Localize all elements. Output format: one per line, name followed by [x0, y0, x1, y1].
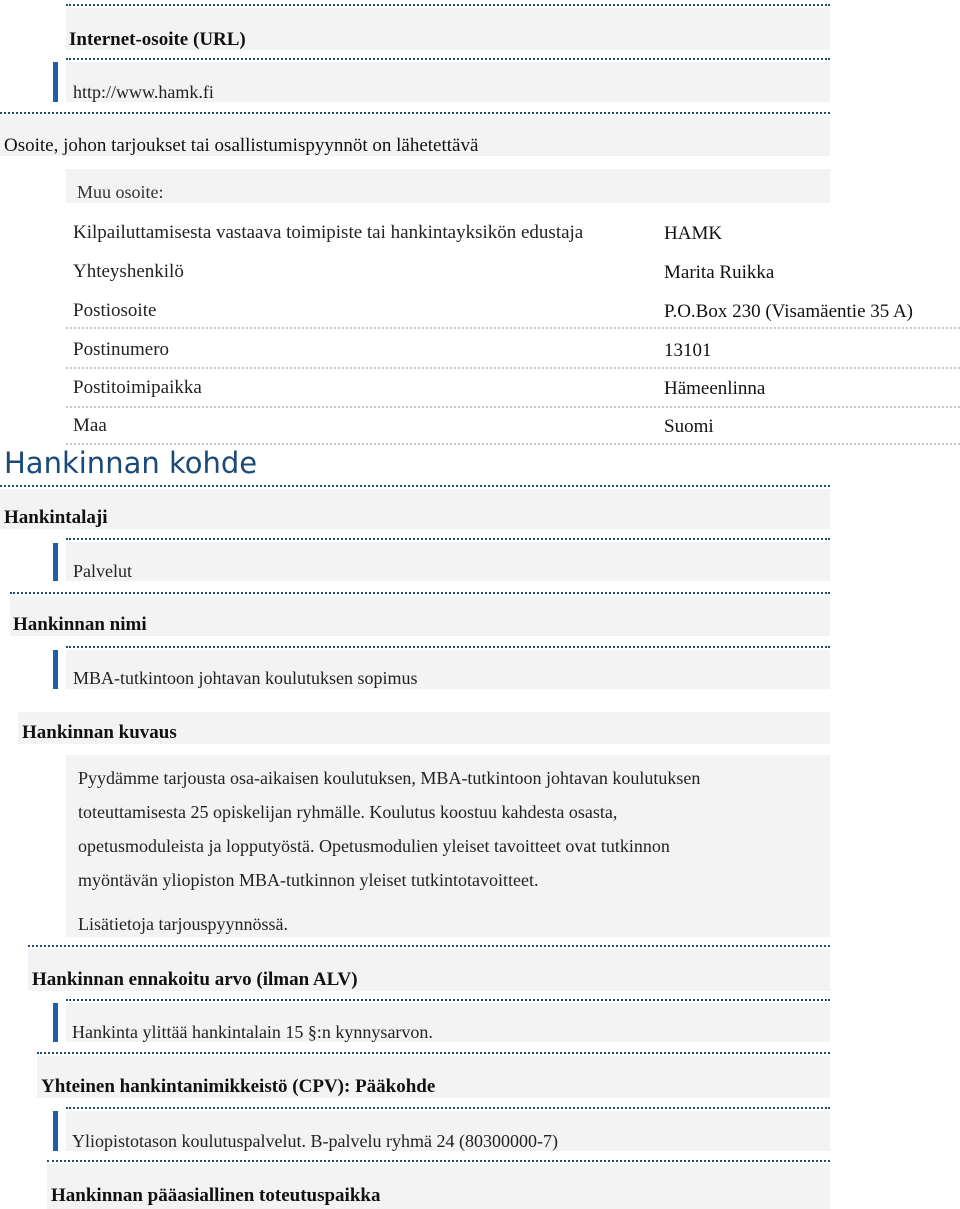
postal-address-value: P.O.Box 230 (Visamäentie 35 A)	[664, 301, 914, 322]
accent-bar	[53, 650, 58, 689]
country-value: Suomi	[664, 416, 714, 437]
type-value: Palvelut	[73, 561, 132, 581]
post-office-value: Hämeenlinna	[664, 378, 766, 399]
subject-title: Hankinnan kohde	[4, 446, 258, 480]
place-heading-box	[47, 1164, 830, 1209]
description-box	[66, 755, 830, 937]
contact-person-value: Marita Ruikka	[664, 262, 775, 283]
name-heading-box	[10, 596, 830, 636]
divider	[66, 443, 960, 445]
divider	[0, 112, 830, 114]
url-link[interactable]: http://www.hamk.fi	[73, 82, 214, 102]
value-text: Hankinta ylittää hankintalain 15 §:n kynnysarvon.	[72, 1022, 433, 1042]
name-value: MBA-tutkintoon johtavan koulutuksen sopimus	[73, 668, 418, 688]
value-heading-box	[28, 949, 830, 991]
divider	[66, 367, 960, 369]
contact-unit-value: HAMK	[664, 223, 723, 244]
cpv-heading-box	[37, 1056, 830, 1098]
other-address-box	[66, 169, 830, 203]
divider	[37, 1052, 830, 1054]
divider	[0, 485, 830, 487]
contact-person-label: Yhteyshenkilö	[73, 261, 184, 282]
other-address-label: Muu osoite:	[77, 182, 164, 202]
address-heading-box	[0, 116, 830, 156]
postal-code-label: Postinumero	[73, 339, 170, 360]
address-heading: Osoite, johon tarjoukset tai osallistumispyynnöt on lähetettävä	[4, 135, 479, 156]
type-heading: Hankintalaji	[4, 507, 108, 528]
divider	[10, 592, 830, 594]
divider	[47, 1160, 830, 1162]
accent-bar	[53, 62, 58, 102]
divider	[66, 1107, 830, 1109]
name-value-box	[66, 650, 830, 689]
divider	[66, 58, 830, 60]
post-office-label: Postitoimipaikka	[73, 377, 202, 398]
cpv-heading: Yhteinen hankintanimikkeistö (CPV): Pääkohde	[41, 1076, 436, 1097]
divider	[66, 646, 830, 648]
description-line-4: myöntävän yliopiston MBA-tutkinnon yleiset tutkintotavoitteet.	[78, 870, 539, 890]
description-extra: Lisätietoja tarjouspyynnössä.	[78, 914, 288, 934]
description-line-1: Pyydämme tarjousta osa-aikaisen koulutuksen, MBA-tutkintoon johtavan koulutuksen	[78, 768, 701, 788]
description-line-3: opetusmoduleista ja lopputyöstä. Opetusmodulien yleiset tavoitteet ovat tutkinnon	[78, 836, 670, 856]
divider	[66, 4, 830, 6]
country-label: Maa	[73, 415, 107, 436]
divider	[66, 327, 960, 329]
internet-heading: Internet-osoite (URL)	[69, 29, 246, 50]
cpv-value-box	[66, 1111, 830, 1151]
url-box	[66, 62, 830, 102]
place-heading: Hankinnan pääasiallinen toteutuspaikka	[51, 1185, 381, 1206]
divider	[66, 999, 830, 1001]
type-value-box	[66, 542, 830, 581]
value-heading: Hankinnan ennakoitu arvo (ilman ALV)	[32, 969, 358, 990]
type-heading-box	[0, 489, 830, 529]
contact-unit-label: Kilpailuttamisesta vastaava toimipiste tai hankintayksikön edustaja	[73, 222, 584, 243]
divider	[28, 945, 830, 947]
divider	[66, 406, 960, 408]
accent-bar	[53, 543, 58, 581]
postal-code-value: 13101	[664, 340, 712, 361]
accent-bar	[53, 1111, 58, 1151]
name-heading: Hankinnan nimi	[13, 614, 147, 635]
description-heading-box	[18, 712, 830, 744]
accent-bar	[53, 1003, 58, 1042]
postal-address-label: Postiosoite	[73, 300, 157, 321]
description-line-2: toteuttamisesta 25 opiskelijan ryhmälle. Koulutus koostuu kahdesta osasta,	[78, 802, 618, 822]
value-text-box	[66, 1003, 830, 1042]
description-heading: Hankinnan kuvaus	[22, 722, 177, 743]
divider	[66, 538, 830, 540]
internet-heading-box	[66, 8, 830, 50]
cpv-value: Yliopistotason koulutuspalvelut. B-palvelu ryhmä 24 (80300000-7)	[72, 1131, 558, 1151]
